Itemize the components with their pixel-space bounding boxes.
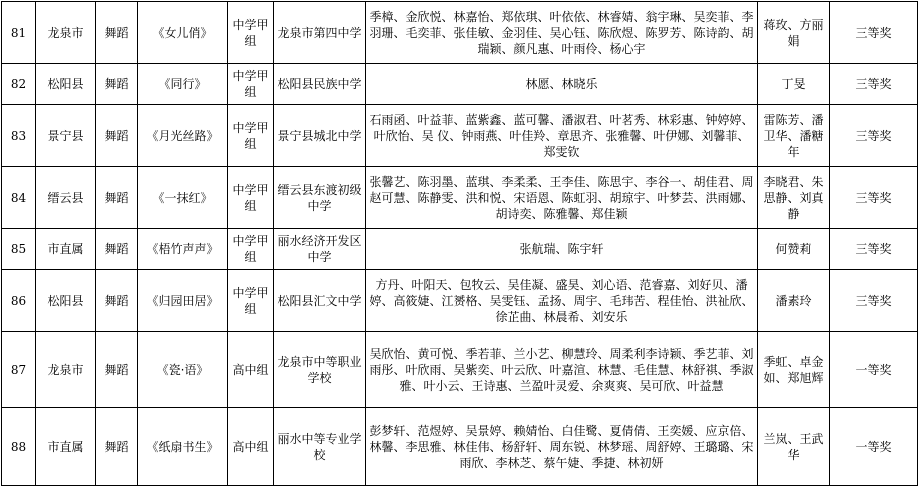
table-row [2, 64, 918, 105]
row-number: 81 [2, 2, 36, 64]
category-cell: 舞蹈 [96, 64, 138, 105]
county-cell: 龙泉市 [36, 2, 96, 64]
program-title-cell: 《梧竹声声》 [138, 229, 228, 270]
members-cell: 彭梦轩、范煜婷、吴景婷、赖婧怡、白佳鹭、夏倩倩、王奕媛、应京倍、林馨、李思雅、林佳伟、杨舒轩、周东锐、林梦瑶、周舒婷、王璐璐、宋雨欣、李林芝、蔡午婕、季捷、林初妍 [366, 408, 758, 486]
category-cell: 舞蹈 [96, 167, 138, 229]
row-number: 84 [2, 167, 36, 229]
group-cell: 中学甲组 [228, 64, 274, 105]
row-number: 87 [2, 332, 36, 408]
teachers-cell: 何赞莉 [758, 229, 830, 270]
category-cell: 舞蹈 [96, 408, 138, 486]
group-cell: 高中组 [228, 332, 274, 408]
award-cell: 三等奖 [830, 2, 918, 64]
members-cell: 张航瑞、陈宇轩 [366, 229, 758, 270]
county-cell: 市直属 [36, 408, 96, 486]
group-cell: 中学甲组 [228, 270, 274, 332]
award-cell: 三等奖 [830, 270, 918, 332]
program-title-cell: 《纸扇书生》 [138, 408, 228, 486]
program-title-cell: 《月光丝路》 [138, 105, 228, 167]
table-row [2, 105, 918, 167]
school-cell: 缙云县东渡初级中学 [274, 167, 366, 229]
row-number: 88 [2, 408, 36, 486]
county-cell: 松阳县 [36, 64, 96, 105]
group-cell: 中学甲组 [228, 229, 274, 270]
row-number: 82 [2, 64, 36, 105]
teachers-cell: 兰岚、王武华 [758, 408, 830, 486]
teachers-cell: 丁旻 [758, 64, 830, 105]
members-cell: 张馨艺、陈羽墨、蓝琪、李柔柔、王李佳、陈思宇、李谷一、胡佳君、周赵可慧、陈静雯、洪和悦、宋语恩、陈虹羽、胡琼宇、叶梦芸、洪雨娜、胡诗奕、陈雅馨、郑佳颖 [366, 167, 758, 229]
award-cell: 一等奖 [830, 408, 918, 486]
teachers-cell: 雷陈芳、潘卫华、潘糖年 [758, 105, 830, 167]
members-cell: 季樟、金欣悦、林嘉怡、郑依琪、叶依依、林睿婧、翁宇琳、吴奕菲、李羽珊、毛奕菲、张佳敏、金羽佳、吴心钰、陈欣煜、陈罗芳、陈诗韵、胡瑞颖、颜凡惠、叶雨伶、杨心宇 [366, 2, 758, 64]
school-cell: 松阳县汇文中学 [274, 270, 366, 332]
program-title-cell: 《瓷·语》 [138, 332, 228, 408]
table-row [2, 229, 918, 270]
teachers-cell: 蒋玫、方丽娟 [758, 2, 830, 64]
members-cell: 石雨函、叶益菲、蓝紫鑫、蓝可馨、潘淑君、叶茗秀、林彩惠、钟婷婷、叶欣怡、吴 仪、钟雨燕、叶佳羚、章思齐、张雅馨、叶伊娜、刘馨菲、郑雯钦 [366, 105, 758, 167]
teachers-cell: 李晓君、朱思静、刘真静 [758, 167, 830, 229]
award-cell: 一等奖 [830, 332, 918, 408]
award-cell: 三等奖 [830, 229, 918, 270]
county-cell: 景宁县 [36, 105, 96, 167]
award-cell: 三等奖 [830, 167, 918, 229]
table-row [2, 270, 918, 332]
category-cell: 舞蹈 [96, 229, 138, 270]
category-cell: 舞蹈 [96, 2, 138, 64]
category-cell: 舞蹈 [96, 270, 138, 332]
members-cell: 吴欣怡、黄可悦、季若菲、兰小艺、柳慧玲、周柔利李诗颖、季艺菲、刘雨彤、叶欣雨、吴紫奕、叶云欣、叶嘉渲、林慧、毛佳慧、林舒祺、季淑雅、叶小云、王诗惠、兰盈叶灵爱、余爽爽、吴可欣、叶益慧 [366, 332, 758, 408]
county-cell: 市直属 [36, 229, 96, 270]
table-row [2, 332, 918, 408]
row-number: 85 [2, 229, 36, 270]
members-cell: 方丹、叶阳天、包牧云、吴佳凝、盛昊、刘心语、范睿嘉、刘好贝、潘婷、高筱婕、江赟格、吴雯钰、孟扬、周宇、毛玮苦、程佳怡、洪祉欣、徐芷曲、林晨希、刘安乐 [366, 270, 758, 332]
group-cell: 中学甲组 [228, 167, 274, 229]
table-row [2, 167, 918, 229]
county-cell: 缙云县 [36, 167, 96, 229]
school-cell: 丽水经济开发区中学 [274, 229, 366, 270]
members-cell: 林愿、林晓乐 [366, 64, 758, 105]
school-cell: 龙泉市第四中学 [274, 2, 366, 64]
group-cell: 高中组 [228, 408, 274, 486]
awards-table [1, 1, 918, 486]
teachers-cell: 季虹、卓金如、郑旭辉 [758, 332, 830, 408]
row-number: 83 [2, 105, 36, 167]
group-cell: 中学甲组 [228, 105, 274, 167]
table-row [2, 408, 918, 486]
table-row [2, 2, 918, 64]
program-title-cell: 《归园田居》 [138, 270, 228, 332]
program-title-cell: 《同行》 [138, 64, 228, 105]
teachers-cell: 潘素玲 [758, 270, 830, 332]
table-body [2, 2, 918, 486]
category-cell: 舞蹈 [96, 105, 138, 167]
county-cell: 龙泉市 [36, 332, 96, 408]
school-cell: 丽水中等专业学校 [274, 408, 366, 486]
program-title-cell: 《一抹红》 [138, 167, 228, 229]
row-number: 86 [2, 270, 36, 332]
school-cell: 景宁县城北中学 [274, 105, 366, 167]
county-cell: 松阳县 [36, 270, 96, 332]
school-cell: 龙泉市中等职业学校 [274, 332, 366, 408]
category-cell: 舞蹈 [96, 332, 138, 408]
school-cell: 松阳县民族中学 [274, 64, 366, 105]
program-title-cell: 《女儿俏》 [138, 2, 228, 64]
group-cell: 中学甲组 [228, 2, 274, 64]
award-cell: 三等奖 [830, 64, 918, 105]
award-cell: 三等奖 [830, 105, 918, 167]
